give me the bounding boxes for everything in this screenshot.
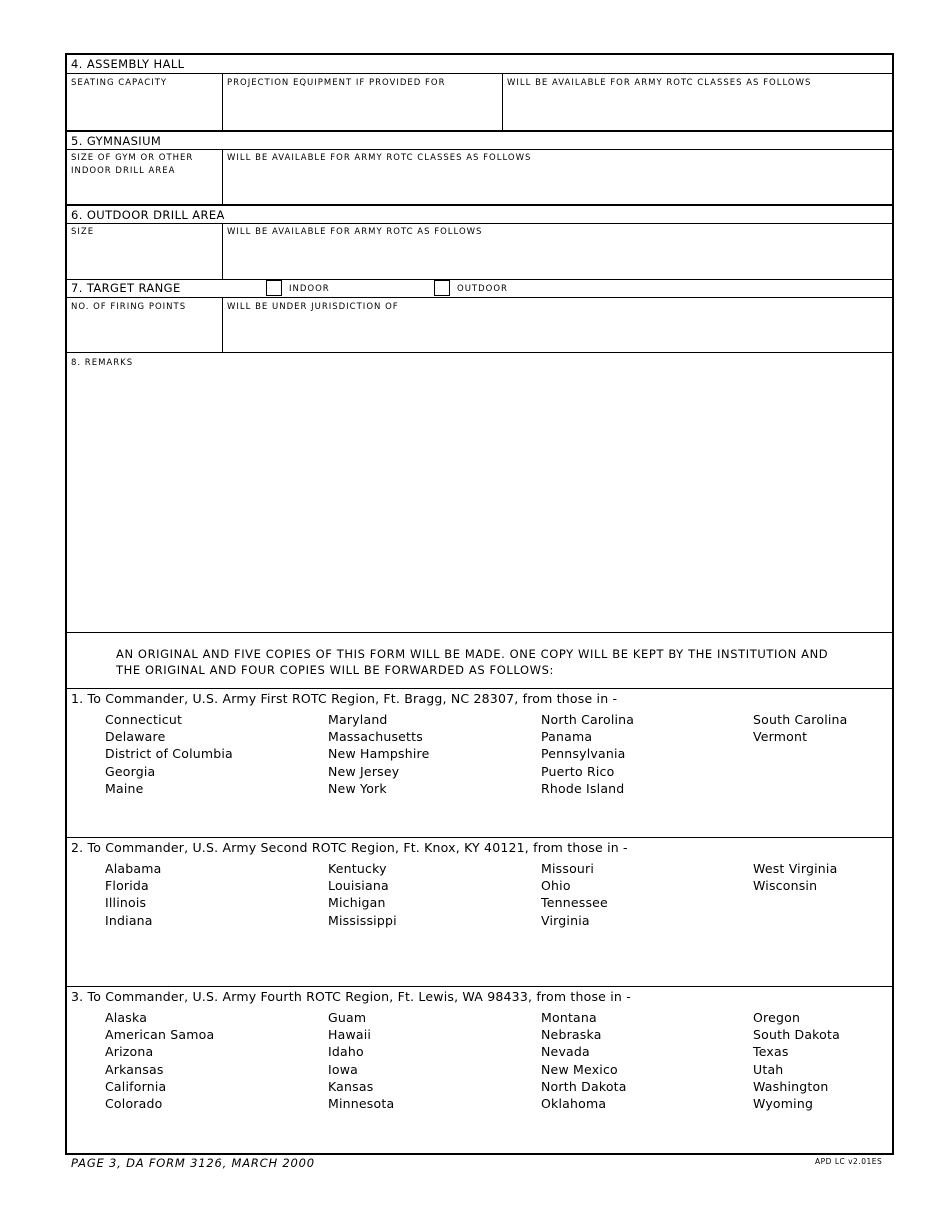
state-item: Vermont xyxy=(753,729,808,745)
firing-points-field[interactable] xyxy=(67,298,223,353)
state-item: Texas xyxy=(753,1044,789,1060)
state-column xyxy=(328,860,397,929)
gym-size-label-2: INDOOR DRILL AREA xyxy=(71,166,176,176)
state-item: Utah xyxy=(753,1061,784,1077)
state-item: Ohio xyxy=(541,878,571,894)
state-item: Arizona xyxy=(105,1044,154,1060)
state-item: New Hampshire xyxy=(328,746,430,762)
outdoor-availability-label: WILL BE AVAILABLE FOR ARMY ROTC AS FOLLOWS xyxy=(227,227,483,237)
state-item: Massachusetts xyxy=(328,729,423,745)
state-item: Washington xyxy=(753,1078,829,1094)
assembly-availability-label: WILL BE AVAILABLE FOR ARMY ROTC CLASSES AS FOLLOWS xyxy=(507,78,812,88)
state-item: Nebraska xyxy=(541,1027,602,1043)
state-item: Georgia xyxy=(105,763,156,779)
remarks-label: 8. REMARKS xyxy=(71,358,134,368)
state-item: New York xyxy=(328,780,387,796)
state-item: South Dakota xyxy=(753,1027,840,1043)
remarks-field[interactable] xyxy=(67,352,892,633)
state-item: Kansas xyxy=(328,1078,374,1094)
gym-availability-label: WILL BE AVAILABLE FOR ARMY ROTC CLASSES AS FOLLOWS xyxy=(227,153,532,163)
state-item: Alabama xyxy=(105,861,162,876)
state-item: Florida xyxy=(105,878,149,894)
jurisdiction-field[interactable] xyxy=(223,298,892,353)
notice-line-2: THE ORIGINAL AND FOUR COPIES WILL BE FORWARDED AS FOLLOWS: xyxy=(116,663,554,677)
state-item: Wyoming xyxy=(753,1096,814,1112)
state-column xyxy=(753,1009,840,1112)
notice-line-1: AN ORIGINAL AND FIVE COPIES OF THIS FORM WILL BE MADE. ONE COPY WILL BE KEPT BY THE INSTITUTION AND xyxy=(116,647,829,661)
state-item: Tennessee xyxy=(541,895,608,911)
outdoor-drill-header: 6. OUTDOOR DRILL AREA xyxy=(67,204,892,224)
gym-availability-field[interactable] xyxy=(223,149,892,205)
state-item: West Virginia xyxy=(753,861,838,876)
indoor-checkbox[interactable] xyxy=(266,280,282,296)
state-column xyxy=(541,1009,627,1112)
gymnasium-header: 5. GYMNASIUM xyxy=(67,130,892,150)
state-item: Guam xyxy=(328,1010,367,1025)
state-item: New Jersey xyxy=(328,763,400,779)
indoor-label: INDOOR xyxy=(289,284,330,294)
version-label: APD LC v2.01ES xyxy=(815,1157,883,1166)
outdoor-label: OUTDOOR xyxy=(457,284,508,294)
jurisdiction-label: WILL BE UNDER JURISDICTION OF xyxy=(227,302,399,312)
state-item: American Samoa xyxy=(105,1027,215,1043)
state-item: Minnesota xyxy=(328,1096,395,1112)
state-item: Connecticut xyxy=(105,712,183,727)
state-column xyxy=(328,711,429,797)
target-range-title: 7. TARGET RANGE xyxy=(71,281,181,295)
state-column xyxy=(105,860,162,929)
state-item: New Mexico xyxy=(541,1061,618,1077)
state-item: Illinois xyxy=(105,895,147,911)
state-item: Colorado xyxy=(105,1096,163,1112)
gym-size-field[interactable] xyxy=(67,149,223,205)
state-item: Rhode Island xyxy=(541,780,625,796)
gym-size-label-1: SIZE OF GYM OR OTHER xyxy=(71,153,194,163)
form-body xyxy=(65,53,894,1155)
region-first xyxy=(67,689,892,838)
state-item: Puerto Rico xyxy=(541,763,615,779)
state-item: Oregon xyxy=(753,1010,801,1025)
projection-equipment-field[interactable] xyxy=(223,74,503,131)
outdoor-size-field[interactable] xyxy=(67,223,223,280)
outdoor-checkbox[interactable] xyxy=(434,280,450,296)
state-column xyxy=(753,711,848,745)
state-item: Mississippi xyxy=(328,912,397,928)
region-second xyxy=(67,838,892,987)
region-fourth xyxy=(67,987,892,1153)
assembly-hall-header: 4. ASSEMBLY HALL xyxy=(67,55,892,74)
state-item: California xyxy=(105,1078,167,1094)
state-item: Maine xyxy=(105,780,144,796)
projection-equipment-label: PROJECTION EQUIPMENT IF PROVIDED FOR xyxy=(227,78,446,88)
seating-capacity-field[interactable] xyxy=(67,74,223,131)
state-item: Michigan xyxy=(328,895,386,911)
state-item: Nevada xyxy=(541,1044,590,1060)
state-item: Iowa xyxy=(328,1061,359,1077)
state-item: Idaho xyxy=(328,1044,364,1060)
state-item: District of Columbia xyxy=(105,746,233,762)
state-item: Hawaii xyxy=(328,1027,372,1043)
state-column xyxy=(328,1009,394,1112)
state-item: Wisconsin xyxy=(753,878,818,894)
outdoor-availability-field[interactable] xyxy=(223,223,892,280)
seating-capacity-label: SEATING CAPACITY xyxy=(71,78,168,88)
state-item: Kentucky xyxy=(328,861,387,876)
state-item: Oklahoma xyxy=(541,1096,607,1112)
state-item: Delaware xyxy=(105,729,166,745)
state-item: Arkansas xyxy=(105,1061,164,1077)
assembly-availability-field[interactable] xyxy=(503,74,892,131)
state-item: Pennsylvania xyxy=(541,746,626,762)
state-column xyxy=(105,711,233,797)
state-column xyxy=(753,860,837,894)
region-title: 2. To Commander, U.S. Army Second ROTC Region, Ft. Knox, KY 40121, from those in - xyxy=(71,840,628,855)
state-item: Louisiana xyxy=(328,878,389,894)
region-title: 1. To Commander, U.S. Army First ROTC Region, Ft. Bragg, NC 28307, from those in - xyxy=(71,691,618,706)
state-item: Panama xyxy=(541,729,593,745)
state-item: South Carolina xyxy=(753,712,848,727)
outdoor-size-label: SIZE xyxy=(71,227,95,237)
state-item: North Dakota xyxy=(541,1078,627,1094)
forwarding-notice xyxy=(67,633,892,689)
state-item: Virginia xyxy=(541,912,590,928)
region-title: 3. To Commander, U.S. Army Fourth ROTC Region, Ft. Lewis, WA 98433, from those in - xyxy=(71,989,631,1004)
firing-points-label: NO. OF FIRING POINTS xyxy=(71,302,187,312)
state-item: North Carolina xyxy=(541,712,635,727)
state-item: Indiana xyxy=(105,912,153,928)
state-column xyxy=(541,711,634,797)
page-footer: PAGE 3, DA FORM 3126, MARCH 2000 xyxy=(71,1156,315,1170)
state-item: Maryland xyxy=(328,712,388,727)
state-item: Missouri xyxy=(541,861,595,876)
state-column xyxy=(105,1009,214,1112)
state-column xyxy=(541,860,608,929)
state-item: Montana xyxy=(541,1010,597,1025)
state-item: Alaska xyxy=(105,1010,148,1025)
